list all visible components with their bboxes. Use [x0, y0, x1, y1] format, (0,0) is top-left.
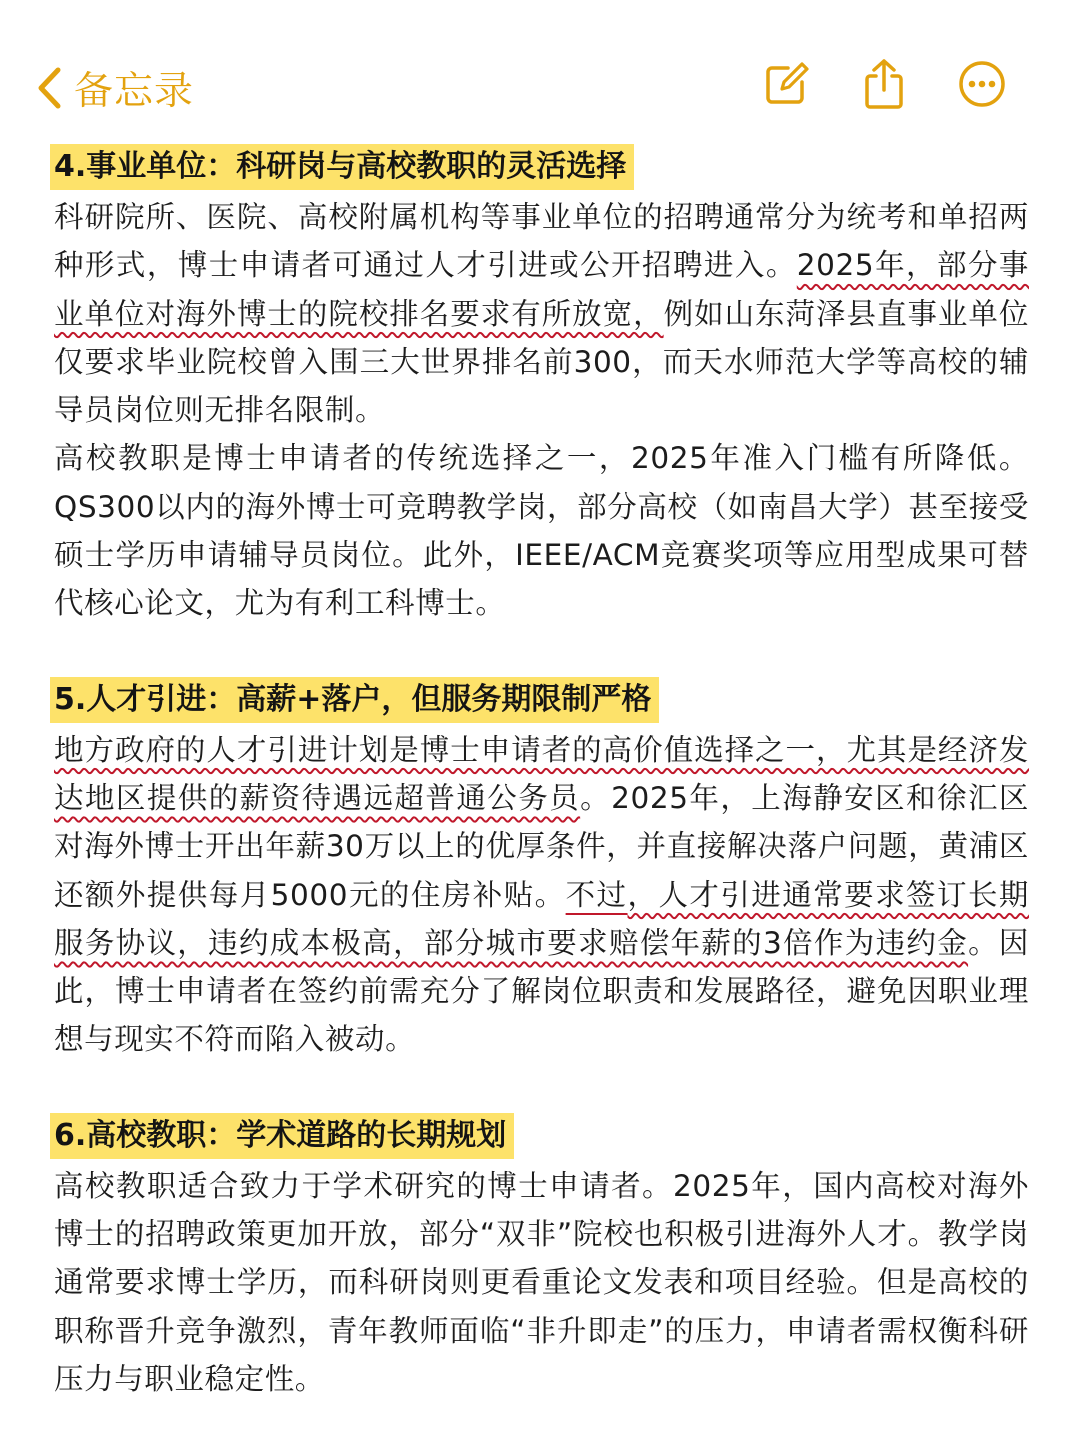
paragraph-text: 。2025年，上海静安区和徐汇区对海外博士开出年薪30万以上的优厚条件，并直接解决落户问题，黄浦区还额外提供每月5000元的住房补贴。	[54, 780, 1029, 912]
underlined-text: 不过	[565, 877, 628, 912]
section-heading: 6.高校教职：学术道路的长期规划	[50, 1113, 514, 1159]
section-paragraph: 高校教职是博士申请者的传统选择之一，2025年准入门槛有所降低。QS300以内的海外博士可竞聘教学岗，部分高校（如南昌大学）甚至接受硕士学历申请辅导员岗位。此外，IEEE/ACM竞赛奖项等应用型成果可替代核心论文，尤为有利工科博士。	[54, 441, 1029, 621]
more-icon[interactable]	[954, 56, 1010, 112]
share-icon[interactable]	[856, 56, 912, 112]
section-5	[54, 675, 1029, 1064]
compose-icon[interactable]	[758, 56, 814, 112]
nav-actions	[716, 56, 1010, 112]
section-heading: 4.事业单位：科研岗与高校教职的灵活选择	[50, 144, 634, 190]
paragraph-text: 。因此，博士申请者在签约前需充分了解岗位职责和发展路径，避免因职业理想与现实不符而陷入被动。	[54, 925, 1029, 1057]
back-label: 备忘录	[74, 69, 195, 114]
section-heading: 5.人才引进：高薪+落户，但服务期限制严格	[50, 677, 659, 723]
section-paragraph	[54, 193, 1029, 434]
back-button[interactable]	[36, 58, 194, 118]
paragraph-text: 例如山东菏泽县直事业单位仅要求毕业院校曾入围三大世界排名前300，而天水师范大学等高校的辅导员岗位则无排名限制。	[54, 296, 1029, 428]
chevron-left-icon	[36, 66, 62, 110]
paragraph-text: 科研院所、医院、高校附属机构等事业单位的招聘通常分为统考和单招两种形式，博士申请者可通过人才引进或公开招聘进入。	[54, 200, 1029, 283]
underlined-text: 地方政府的人才引进计划是博士申请者的高价值选择之一，尤其是经济发达地区提供的薪资待遇远超普通公务员	[54, 732, 1029, 815]
section-paragraph	[54, 726, 1029, 1064]
note-content[interactable]	[54, 142, 1029, 1440]
section-paragraph: 高校教职适合致力于学术研究的博士申请者。2025年，国内高校对海外博士的招聘政策更加开放，部分“双非”院校也积极引进海外人才。教学岗通常要求博士学历，而科研岗则更看重论文发表和项目经验。但是高校的职称晋升竞争激烈，青年教师面临“非升即走”的压力，申请者需权衡科研压力与职业稳定性。	[54, 1168, 1029, 1396]
section-6	[54, 1111, 1029, 1403]
underlined-text: ，人才引进通常要求签订长期服务协议，违约成本极高，部分城市要求赔偿年薪的3倍作为违约金	[54, 877, 1029, 960]
section-4	[54, 142, 1029, 628]
underlined-text: 2025年，部分事业单位对海外博士的院校排名要求有所放宽，	[54, 248, 1029, 331]
nav-bar	[0, 0, 1080, 130]
